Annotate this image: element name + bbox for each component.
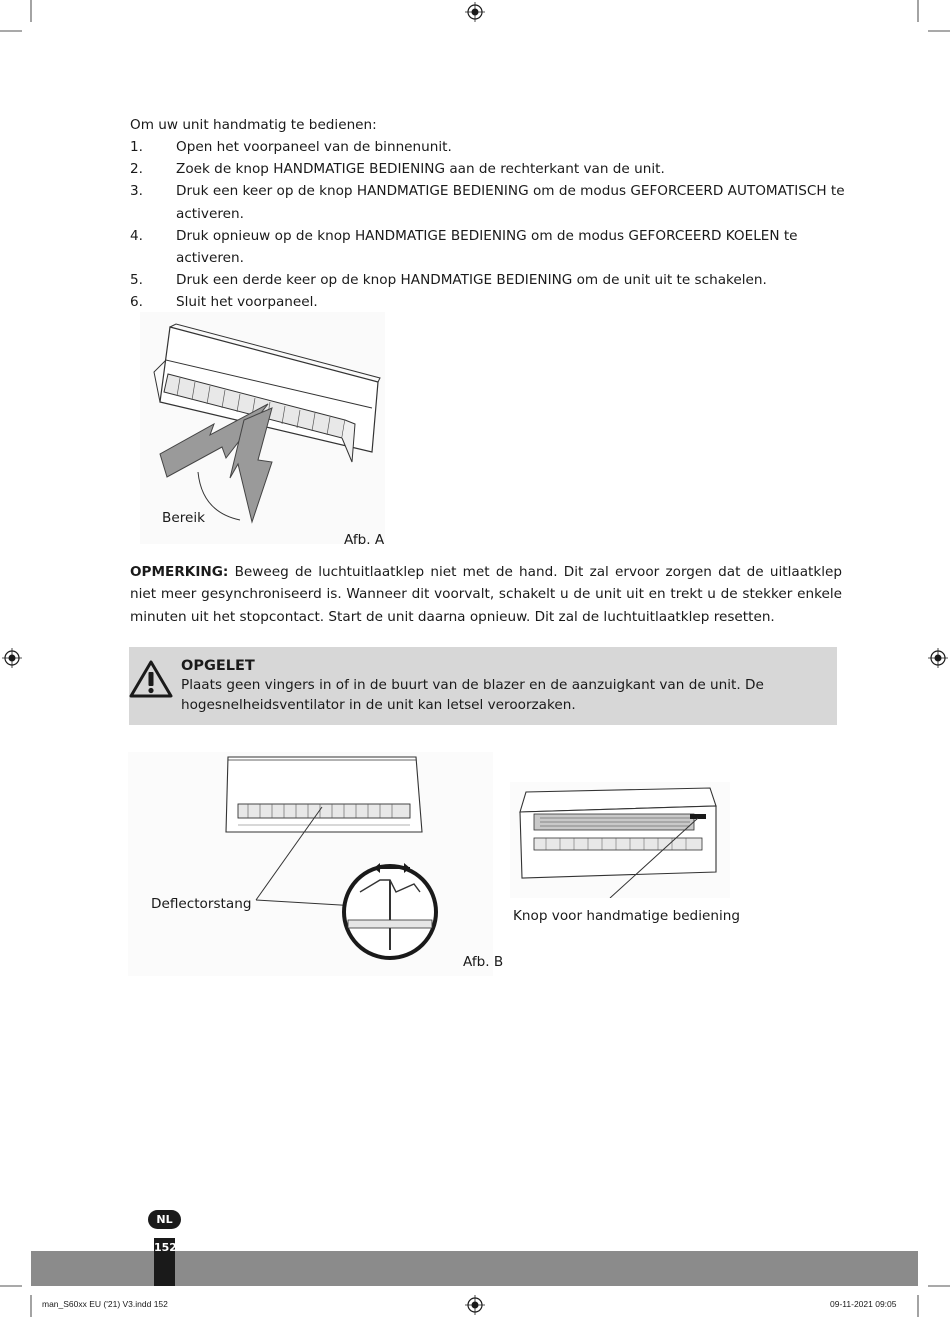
list-item bbox=[130, 180, 845, 224]
steps-list bbox=[130, 136, 845, 314]
manual-button-label: Knop voor handmatige bediening bbox=[513, 908, 740, 924]
warning-triangle-icon bbox=[129, 659, 173, 699]
step-number: 1. bbox=[130, 139, 143, 155]
step-number: 2. bbox=[130, 161, 143, 178]
list-item bbox=[130, 269, 845, 291]
warning-box bbox=[129, 647, 837, 725]
list-item bbox=[130, 136, 845, 158]
step-text: Sluit het voorpaneel. bbox=[176, 294, 318, 311]
intro-text: Om uw unit handmatig te bedienen: bbox=[130, 117, 377, 133]
registration-mark-left bbox=[2, 648, 22, 668]
registration-mark-top bbox=[465, 2, 485, 22]
step-text: Open het voorpaneel van de binnenunit. bbox=[176, 139, 452, 155]
warning-title: OPGELET bbox=[181, 658, 255, 674]
step-text: Druk een derde keer op de knop HANDMATIGE BEDIENING om de unit uit te schakelen. bbox=[176, 272, 767, 289]
list-item bbox=[130, 158, 845, 180]
step-number: 6. bbox=[130, 294, 143, 311]
step-text: Druk opnieuw op de knop HANDMATIGE BEDIENING om de modus GEFORCEERD KOELEN te activeren. bbox=[176, 227, 798, 267]
note-text: Beweeg de luchtuitlaatklep niet met de hand. Dit zal ervoor zorgen dat de uitlaatklep niet meer gesynchroniseerd is. Wanneer dit voorvalt, schakelt u de unit uit en trekt u de stekker enkele minuten uit het stopcontact. Start de unit daarna opnieuw. Dit zal de luchtuitlaatklep resetten. bbox=[130, 564, 842, 625]
note-label: OPMERKING: bbox=[130, 564, 229, 580]
language-badge: NL bbox=[148, 1210, 181, 1229]
figure-b-illustration-right bbox=[510, 782, 730, 898]
figure-b-illustration-left bbox=[128, 752, 493, 976]
list-item bbox=[130, 291, 845, 313]
step-number: 5. bbox=[130, 272, 143, 289]
step-text: Druk een keer op de knop HANDMATIGE BEDIENING om de modus GEFORCEERD AUTOMATISCH te activeren. bbox=[176, 183, 845, 222]
figure-b-caption: Afb. B bbox=[463, 954, 504, 970]
slug-file: man_S60xx EU ('21) V3.indd 152 bbox=[42, 1299, 168, 1309]
step-number: 4. bbox=[130, 227, 143, 244]
list-item bbox=[130, 225, 845, 269]
page-number: 152 bbox=[154, 1238, 175, 1286]
slug-date: 09-11-2021 09:05 bbox=[830, 1299, 897, 1309]
warning-text: Plaats geen vingers in of in de buurt van de blazer en de aanzuigkant van de unit. De hogesnelheidsventilator in de unit kan letsel veroorzaken. bbox=[181, 677, 764, 713]
step-number: 3. bbox=[130, 183, 143, 200]
note-paragraph bbox=[130, 561, 842, 628]
figure-a-caption: Afb. A bbox=[344, 532, 385, 548]
registration-mark-bottom bbox=[465, 1295, 485, 1315]
deflector-label: Deflectorstang bbox=[151, 896, 252, 912]
step-text: Zoek de knop HANDMATIGE BEDIENING aan de rechterkant van de unit. bbox=[176, 161, 665, 178]
registration-mark-right bbox=[928, 648, 948, 668]
range-label: Bereik bbox=[162, 510, 205, 526]
